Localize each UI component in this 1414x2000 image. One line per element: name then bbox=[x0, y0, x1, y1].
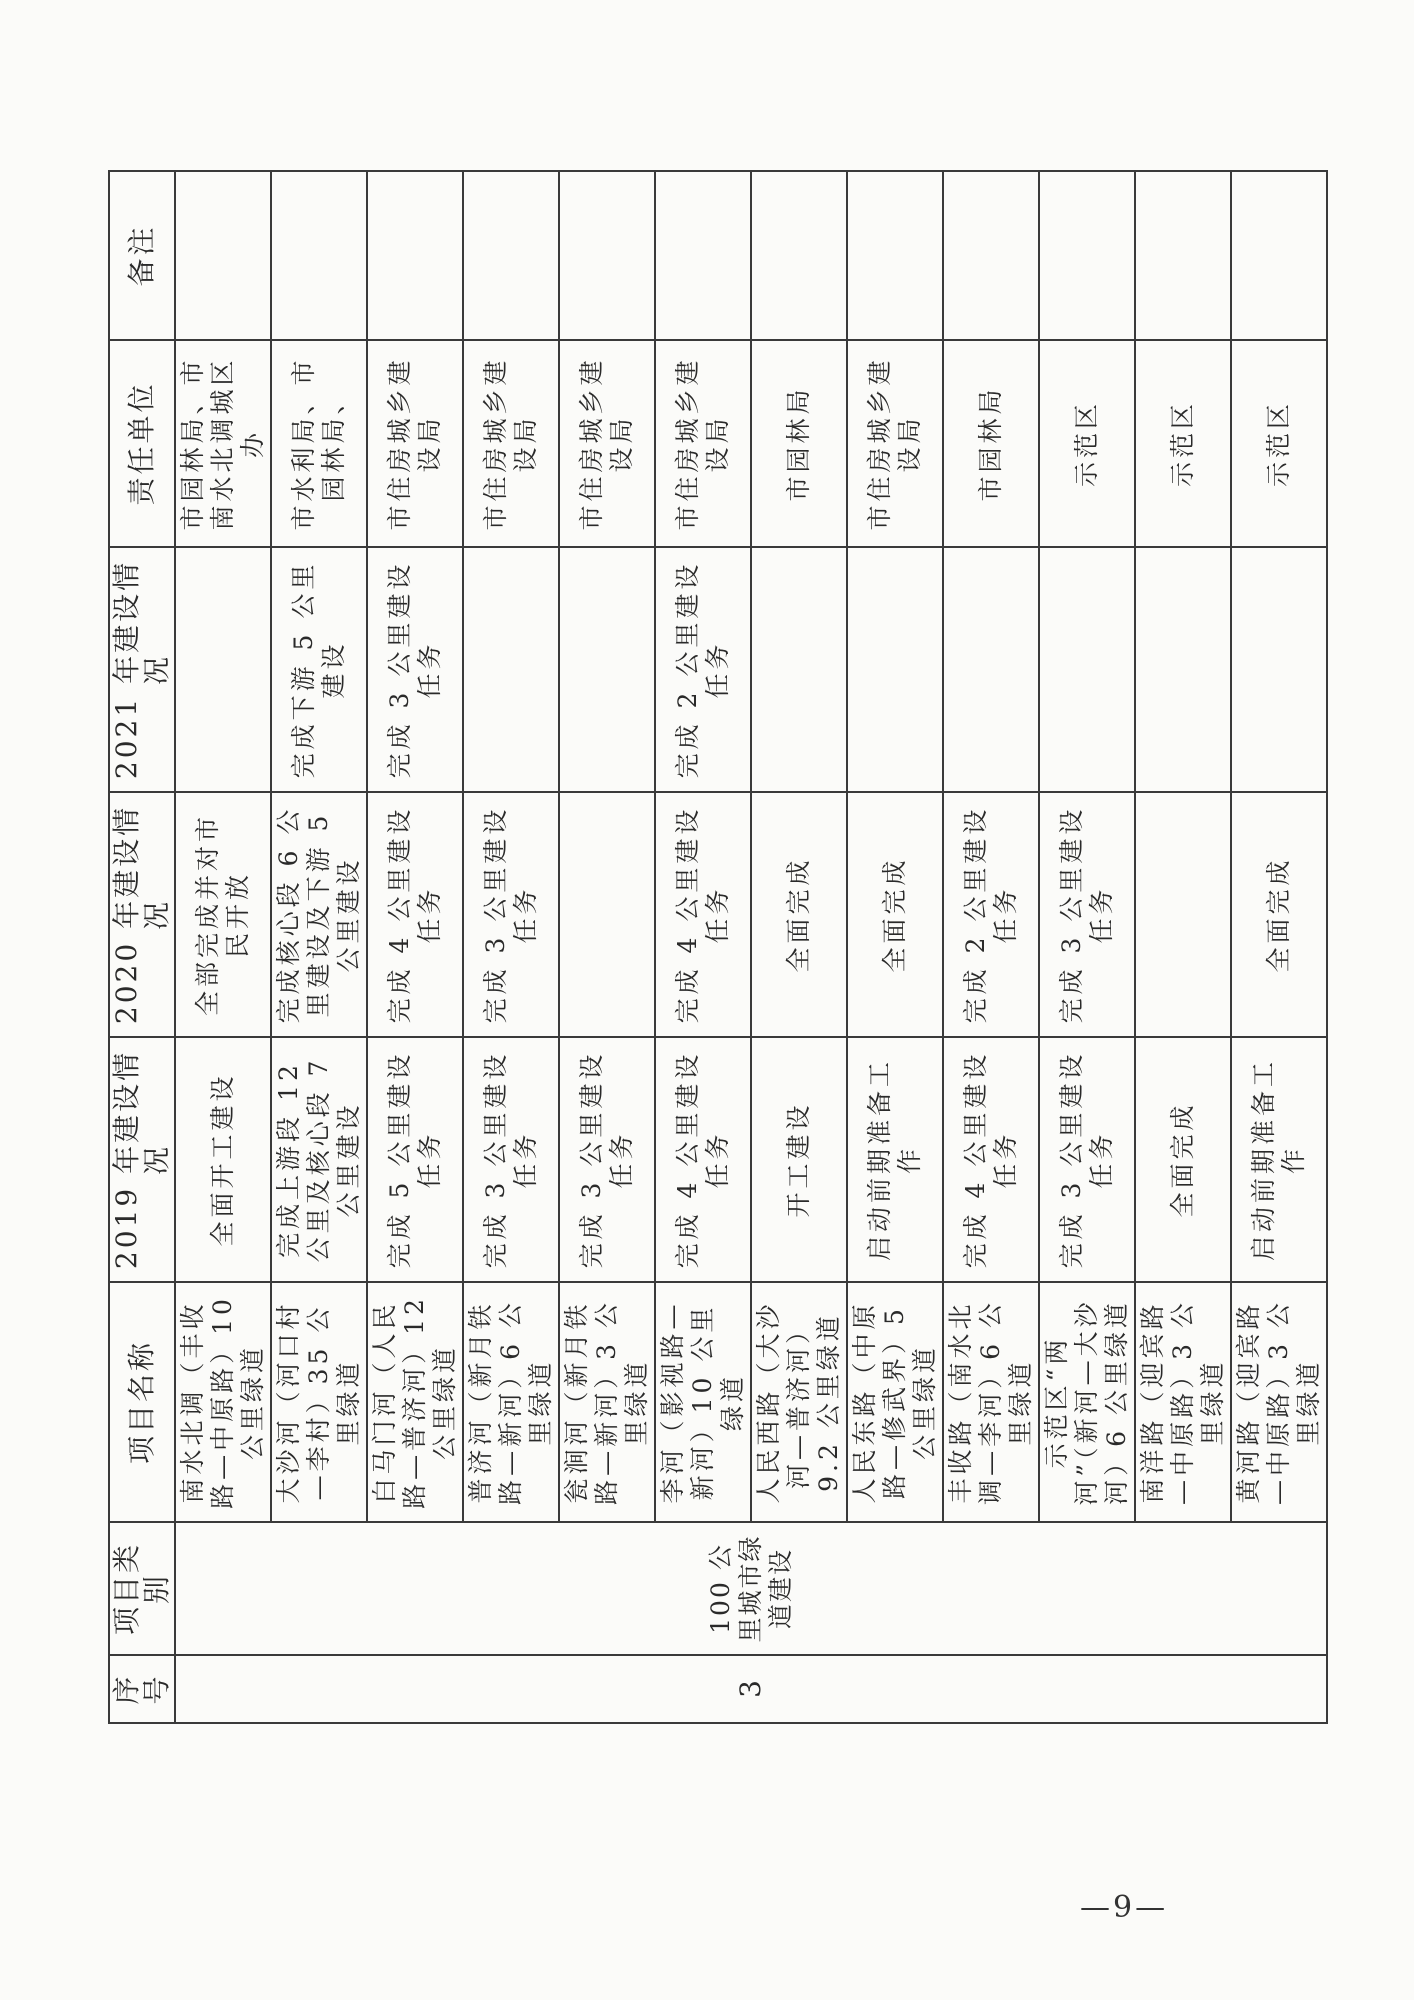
status-2021-cell: 完成 3 公里建设任务 bbox=[367, 547, 463, 792]
responsible-unit-cell: 市园林局 bbox=[751, 340, 847, 547]
table-row bbox=[943, 171, 1039, 1723]
status-2020-cell bbox=[559, 792, 655, 1037]
status-2019-cell: 启动前期准备工作 bbox=[847, 1037, 943, 1282]
responsible-unit-cell: 市住房城乡建设局 bbox=[655, 340, 751, 547]
project-name-cell: 丰收路（南水北调—李河）6 公里绿道 bbox=[943, 1282, 1039, 1522]
remarks-cell bbox=[463, 171, 559, 340]
status-2020-cell: 完成 4 公里建设任务 bbox=[367, 792, 463, 1037]
project-name-cell: 人民西路（大沙河—普济河）9.2 公里绿道 bbox=[751, 1282, 847, 1522]
status-2021-cell bbox=[559, 547, 655, 792]
remarks-cell bbox=[655, 171, 751, 340]
responsible-unit-cell: 示范区 bbox=[1135, 340, 1231, 547]
responsible-unit-cell: 市住房城乡建设局 bbox=[559, 340, 655, 547]
responsible-unit-cell: 市水利局、市园林局、 bbox=[271, 340, 367, 547]
project-name-cell: 李河（影视路—新河）10 公里绿道 bbox=[655, 1282, 751, 1522]
table-row bbox=[751, 171, 847, 1723]
table-row bbox=[655, 171, 751, 1723]
status-2021-cell bbox=[1039, 547, 1135, 792]
remarks-cell bbox=[175, 171, 271, 340]
remarks-cell bbox=[559, 171, 655, 340]
header-seq: 序号 bbox=[109, 1655, 175, 1723]
header-2020-status: 2020 年建设情况 bbox=[109, 792, 175, 1037]
responsible-unit-cell: 市住房城乡建设局 bbox=[463, 340, 559, 547]
status-2019-cell: 开工建设 bbox=[751, 1037, 847, 1282]
status-2019-cell: 全面完成 bbox=[1135, 1037, 1231, 1282]
status-2021-cell: 完成 2 公里建设任务 bbox=[655, 547, 751, 792]
table-row bbox=[847, 171, 943, 1723]
status-2021-cell bbox=[1135, 547, 1231, 792]
responsible-unit-cell: 市园林局 bbox=[943, 340, 1039, 547]
table-row bbox=[367, 171, 463, 1723]
project-name-cell: 瓮涧河（新月铁路—新河）3 公里绿道 bbox=[559, 1282, 655, 1522]
status-2019-cell: 完成上游段 12 公里及核心段 7 公里建设 bbox=[271, 1037, 367, 1282]
status-2020-cell: 全面完成 bbox=[751, 792, 847, 1037]
remarks-cell bbox=[1135, 171, 1231, 340]
status-2019-cell: 完成 5 公里建设任务 bbox=[367, 1037, 463, 1282]
remarks-cell bbox=[271, 171, 367, 340]
table-row bbox=[175, 171, 271, 1723]
status-2021-cell bbox=[751, 547, 847, 792]
project-name-cell: 南洋路（迎宾路—中原路）3 公里绿道 bbox=[1135, 1282, 1231, 1522]
remarks-cell bbox=[1039, 171, 1135, 340]
table-row bbox=[559, 171, 655, 1723]
status-2020-cell: 全面完成 bbox=[847, 792, 943, 1037]
table-row bbox=[1135, 171, 1231, 1723]
header-project-name: 项目名称 bbox=[109, 1282, 175, 1522]
remarks-cell bbox=[847, 171, 943, 340]
category-cell: 100 公里城市绿道建设 bbox=[175, 1522, 1327, 1655]
table-row bbox=[1231, 171, 1327, 1723]
remarks-cell bbox=[367, 171, 463, 340]
responsible-unit-cell: 市住房城乡建设局 bbox=[367, 340, 463, 547]
status-2019-cell: 启动前期准备工作 bbox=[1231, 1037, 1327, 1282]
status-2020-cell: 完成 2 公里建设任务 bbox=[943, 792, 1039, 1037]
table-row bbox=[271, 171, 367, 1723]
status-2019-cell: 完成 4 公里建设任务 bbox=[943, 1037, 1039, 1282]
page-number: —9— bbox=[1080, 1890, 1169, 1925]
seq-cell: 3 bbox=[175, 1655, 1327, 1723]
header-2019-status: 2019 年建设情况 bbox=[109, 1037, 175, 1282]
project-name-cell: 普济河（新月铁路—新河）6 公里绿道 bbox=[463, 1282, 559, 1522]
status-2021-cell bbox=[463, 547, 559, 792]
header-responsible-unit: 责任单位 bbox=[109, 340, 175, 547]
status-2019-cell: 完成 4 公里建设任务 bbox=[655, 1037, 751, 1282]
status-2020-cell: 全部完成并对市民开放 bbox=[175, 792, 271, 1037]
header-row bbox=[109, 171, 175, 1723]
table-row bbox=[463, 171, 559, 1723]
table-row bbox=[1039, 171, 1135, 1723]
status-2020-cell: 完成 3 公里建设任务 bbox=[463, 792, 559, 1037]
status-2020-cell: 完成核心段 6 公里建设及下游 5 公里建设 bbox=[271, 792, 367, 1037]
project-name-cell: 黄河路（迎宾路—中原路）3 公里绿道 bbox=[1231, 1282, 1327, 1522]
status-2019-cell: 完成 3 公里建设任务 bbox=[463, 1037, 559, 1282]
responsible-unit-cell: 市园林局、市南水北调城区办 bbox=[175, 340, 271, 547]
status-2020-cell bbox=[1135, 792, 1231, 1037]
status-2021-cell: 完成下游 5 公里建设 bbox=[271, 547, 367, 792]
status-2021-cell bbox=[1231, 547, 1327, 792]
status-2019-cell: 全面开工建设 bbox=[175, 1037, 271, 1282]
status-2021-cell bbox=[847, 547, 943, 792]
green-way-table bbox=[108, 170, 1328, 1724]
project-name-cell: 白马门河（人民路—普济河）12 公里绿道 bbox=[367, 1282, 463, 1522]
remarks-cell bbox=[751, 171, 847, 340]
responsible-unit-cell: 市住房城乡建设局 bbox=[847, 340, 943, 547]
status-2021-cell bbox=[943, 547, 1039, 792]
project-name-cell: 示范区“两河”（新河—大沙河）6 公里绿道 bbox=[1039, 1282, 1135, 1522]
status-2019-cell: 完成 3 公里建设任务 bbox=[1039, 1037, 1135, 1282]
status-2020-cell: 完成 3 公里建设任务 bbox=[1039, 792, 1135, 1037]
responsible-unit-cell: 示范区 bbox=[1039, 340, 1135, 547]
project-name-cell: 大沙河（河口村—李村）35 公里绿道 bbox=[271, 1282, 367, 1522]
header-category: 项目类别 bbox=[109, 1522, 175, 1655]
header-2021-status: 2021 年建设情况 bbox=[109, 547, 175, 792]
status-2020-cell: 全面完成 bbox=[1231, 792, 1327, 1037]
remarks-cell bbox=[1231, 171, 1327, 340]
rotated-table-container bbox=[108, 172, 1323, 1724]
responsible-unit-cell: 示范区 bbox=[1231, 340, 1327, 547]
project-name-cell: 人民东路（中原路—修武界）5 公里绿道 bbox=[847, 1282, 943, 1522]
status-2021-cell bbox=[175, 547, 271, 792]
status-2020-cell: 完成 4 公里建设任务 bbox=[655, 792, 751, 1037]
status-2019-cell: 完成 3 公里建设任务 bbox=[559, 1037, 655, 1282]
project-name-cell: 南水北调（丰收路—中原路）10 公里绿道 bbox=[175, 1282, 271, 1522]
header-remarks: 备注 bbox=[109, 171, 175, 340]
remarks-cell bbox=[943, 171, 1039, 340]
